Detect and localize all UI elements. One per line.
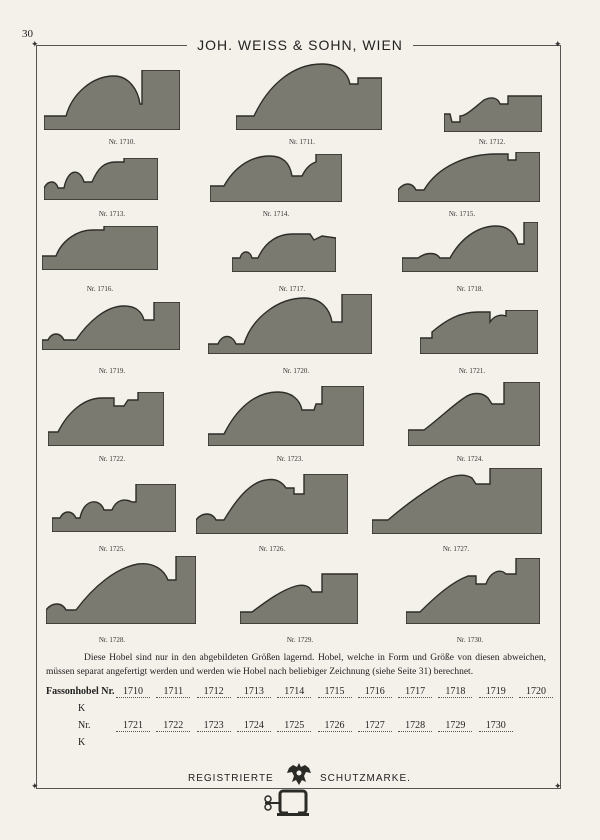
- molding-profile-shape: [44, 158, 158, 200]
- profile-number-label: Nr. 1728.: [98, 636, 126, 644]
- article-number: 1723: [197, 720, 231, 732]
- corner-ornament: ✦: [554, 781, 562, 791]
- profile-number-label: Nr. 1718.: [456, 285, 484, 293]
- profile-number-label: Nr. 1722.: [98, 455, 126, 463]
- profile-number-label: Nr. 1724.: [456, 455, 484, 463]
- trademark-clamp-icon: [262, 789, 318, 817]
- article-number: 1722: [156, 720, 190, 732]
- profile-number-label: Nr. 1727.: [442, 545, 470, 553]
- profile-number-label: Nr. 1719.: [98, 367, 126, 375]
- molding-profile-shape: [196, 474, 348, 534]
- eagle-emblem-icon: [284, 760, 314, 788]
- molding-profile-shape: [42, 226, 158, 270]
- profile-number-label: Nr. 1711.: [289, 138, 315, 146]
- article-number: 1724: [237, 720, 271, 732]
- article-number: 1728: [398, 720, 432, 732]
- article-number: 1717: [398, 686, 432, 698]
- article-number: 1715: [318, 686, 352, 698]
- article-number: 1718: [438, 686, 472, 698]
- page-number: 30: [22, 28, 33, 40]
- molding-profile-shape: [408, 382, 540, 446]
- article-number: 1719: [479, 686, 513, 698]
- molding-profile-shape: [48, 392, 164, 446]
- molding-profile-shape: [210, 154, 342, 202]
- profile-number-label: Nr. 1729.: [286, 636, 314, 644]
- note-text: Diese Hobel sind nur in den abgebildeten Größen lagernd. Hobel, welche in Form und Größe von diesen abweichen, müssen separat angefertigt werden und werden wie Hobel nach beliebiger Zeichnung (siehe Seite 31) berechnet.: [46, 653, 546, 677]
- profile-number-label: Nr. 1716.: [86, 285, 114, 293]
- article-number: 1725: [277, 720, 311, 732]
- row-label: Fassonhobel Nr.: [46, 686, 115, 697]
- molding-profile-shape: [420, 310, 538, 354]
- molding-profile-shape: [240, 570, 358, 624]
- row-label: Nr.: [78, 720, 91, 731]
- profile-number-label: Nr. 1717.: [278, 285, 306, 293]
- profile-number-label: Nr. 1712.: [478, 138, 506, 146]
- molding-profile-shape: [402, 222, 538, 272]
- molding-profile-shape: [44, 70, 180, 130]
- molding-profile-shape: [398, 152, 540, 202]
- article-number: 1713: [237, 686, 271, 698]
- k-label: K: [78, 703, 86, 714]
- article-number: 1727: [358, 720, 392, 732]
- article-number: 1711: [156, 686, 190, 698]
- molding-profile-shape: [208, 386, 364, 446]
- article-number: 1714: [277, 686, 311, 698]
- footer-right: SCHUTZMARKE.: [320, 773, 411, 784]
- molding-profile-shape: [406, 558, 540, 624]
- profile-number-label: Nr. 1725.: [98, 545, 126, 553]
- article-number: 1729: [438, 720, 472, 732]
- molding-profile-shape: [208, 294, 372, 354]
- corner-ornament: ✦: [31, 39, 39, 49]
- profile-number-label: Nr. 1710.: [108, 138, 136, 146]
- article-number: 1720: [519, 686, 553, 698]
- article-number: 1721: [116, 720, 150, 732]
- profile-number-label: Nr. 1720.: [282, 367, 310, 375]
- molding-profile-shape: [236, 62, 382, 130]
- profile-number-label: Nr. 1726.: [258, 545, 286, 553]
- article-number: 1716: [358, 686, 392, 698]
- corner-ornament: ✦: [31, 781, 39, 791]
- molding-profile-shape: [46, 556, 196, 624]
- page-header: JOH. WEISS & SOHN, WIEN: [0, 37, 600, 53]
- molding-profile-shape: [444, 94, 542, 132]
- profile-number-label: Nr. 1721.: [458, 367, 486, 375]
- k-label: K: [78, 737, 86, 748]
- article-number: 1710: [116, 686, 150, 698]
- molding-profile-shape: [52, 484, 176, 532]
- footer-left: REGISTRIERTE: [188, 773, 274, 784]
- molding-profile-shape: [42, 302, 180, 350]
- molding-profile-shape: [232, 230, 336, 272]
- profile-number-label: Nr. 1715.: [448, 210, 476, 218]
- article-number: 1712: [197, 686, 231, 698]
- molding-profile-shape: [372, 468, 542, 534]
- profile-number-label: Nr. 1714.: [262, 210, 290, 218]
- article-number: 1726: [318, 720, 352, 732]
- article-number: 1730: [479, 720, 513, 732]
- profile-number-label: Nr. 1713.: [98, 210, 126, 218]
- corner-ornament: ✦: [554, 39, 562, 49]
- profile-number-label: Nr. 1723.: [276, 455, 304, 463]
- profile-number-label: Nr. 1730.: [456, 636, 484, 644]
